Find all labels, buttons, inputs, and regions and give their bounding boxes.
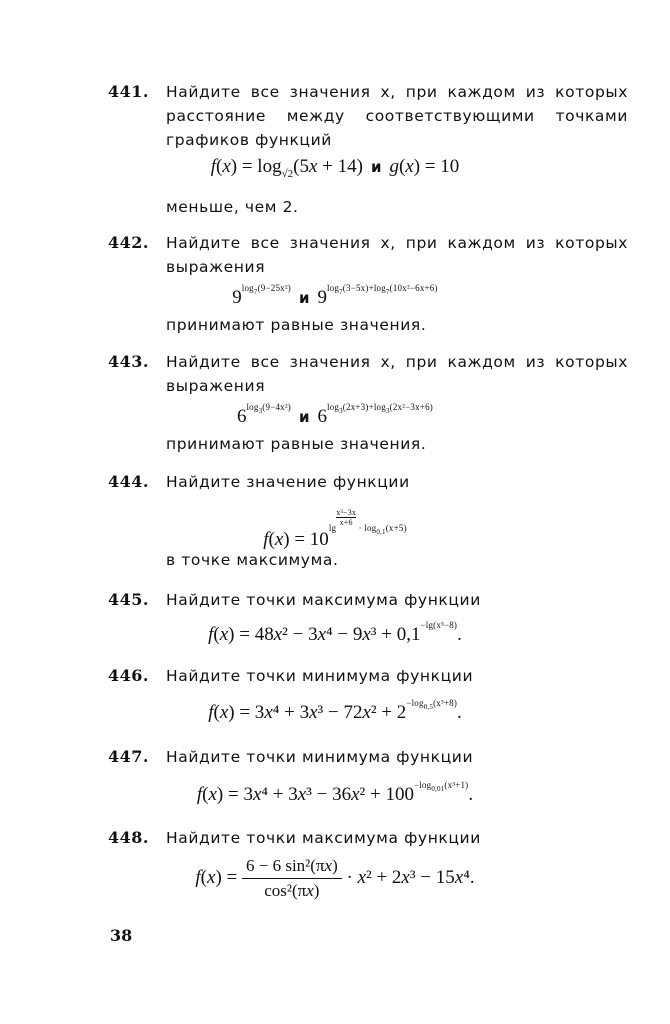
problem-number: 443. [108,352,149,371]
problem-text: Найдите значение функции [166,473,410,491]
page-number: 38 [110,926,133,945]
problem-number: 448. [108,828,149,847]
problem-formula: $f(x) = 3x^4 + 3x^3 - 72x^2 + 2^{-log_{0,5}(x^3+8)}$. [208,698,462,723]
problem-text: Найдите все значения x, при каждом из которых выражения [166,353,628,395]
problem-formula: $f(x) = \log_{√2}(5x + 14)$ и g(x) = 10 [210,156,460,180]
problem-formula: $9^{log_7(9-25x^2)}и$ $9^{log_7(3-5x)+log_7(10x^2-6x+6)}$ [232,283,438,308]
problem-formula: f(x) = $\frac{\text{6 − 6 sin²(πx)}}{\text{cos²(πx)}}$ · x² + 2x³ − 15x⁴. [195,856,475,900]
problem-formula: $f(x) = 10^{lg \frac{\text{x³−3x}}{x+6} \cdot log_{0,1}(x+5)}$ [263,508,407,550]
problem-formula: $f(x) = 48x^2 - 3x^4 - 9x^3 + 0,1^{-lg(x^3-8)}$. [208,620,462,645]
problem-number: 442. [108,233,149,252]
problem-text: Найдите точки максимума функции [166,829,481,847]
problem-formula: $6^{log_3(9-4x^2)}и$ $6^{log_3(2x+3)+log_3(2x^2-3x+6)}$ [236,402,433,427]
problem-after-text: в точке максимума. [166,551,339,569]
problem-number: 444. [108,472,149,491]
problem-after-text: меньше, чем 2. [166,198,299,216]
problem-text: Найдите точки минимума функции [166,748,474,766]
problem-formula: $f(x) = 3x^4 + 3x^3 - 36x^2 + 100^{-log_{0,01}(x^3+1)}$. [196,780,474,805]
problem-after-text: принимают равные значения. [166,316,427,334]
problem-number: 441. [108,82,149,101]
problem-text: Найдите точки минимума функции [166,667,474,685]
problem-text: Найдите все значения x, при каждом из которых расстояние между соответствующими точками графиков функций [166,83,628,149]
problem-text: Найдите все значения x, при каждом из которых выражения [166,234,628,276]
problem-number: 446. [108,666,149,685]
problem-number: 445. [108,590,149,609]
problem-after-text: принимают равные значения. [166,435,427,453]
problem-text: Найдите точки максимума функции [166,591,481,609]
problem-number: 447. [108,747,149,766]
